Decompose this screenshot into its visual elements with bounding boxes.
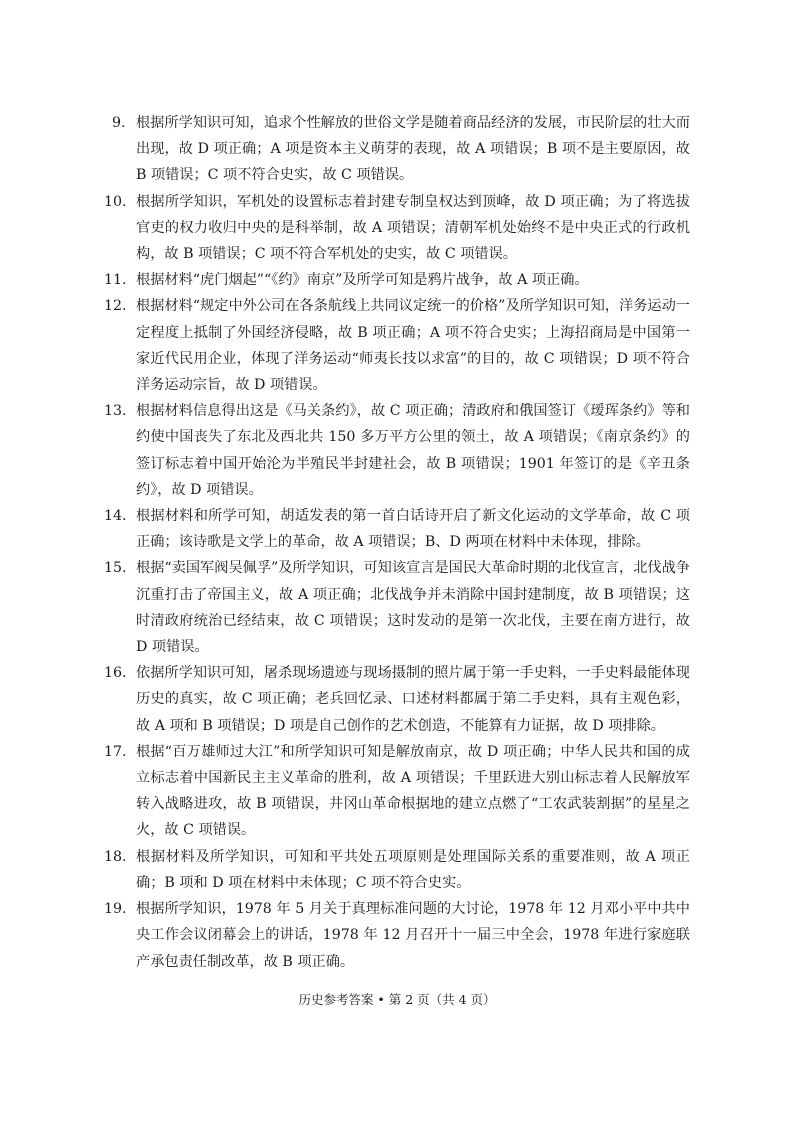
- answer-number: 16.: [104, 665, 127, 682]
- answer-number: 11.: [104, 272, 127, 289]
- answer-item-16: [104, 660, 690, 739]
- answer-text: 根据材料“虎门烟起”“《约》南京”及所学可知是鸦片战争，故 A 项正确。: [136, 272, 589, 289]
- answer-item-10: [104, 189, 690, 268]
- answer-text: 根据“卖国军阀吴佩孚”及所学知识，可知该宣言是国民大革命时期的北伐宣言，北伐战争 沉重打击了帝国主义，故 A 项正确；北伐战争并未消除中国封建制度，故 B 项错误；这时清政府统治已经结束，故 C 项错误；这时发动的是第一次北伐，主要在南方进行，故 D 项错误。: [136, 560, 690, 656]
- page-footer: 历史参考答案 • 第 2 页（共 4 页）: [298, 992, 496, 1007]
- answer-number: 12.: [104, 298, 127, 315]
- answer-text: 根据材料和所学可知，胡适发表的第一首白话诗开启了新文化运动的文学革命，故 C 项正确；该诗歌是文学上的革命，故 A 项错误；B、D 两项在材料中未体现，排除。: [136, 508, 690, 551]
- answer-item-13: [104, 398, 690, 503]
- answer-number: 15.: [104, 560, 127, 577]
- answer-text: 根据所学知识可知，追求个性解放的世俗文学是随着商品经济的发展，市民阶层的壮大而出现，故 D 项正确；A 项是资本主义萌芽的表现，故 A 项错误；B 项不是主要原因，故 B 项错误；C 项不符合史实，故 C 项错误。: [136, 115, 690, 184]
- answer-item-12: [104, 293, 690, 398]
- answer-item-18: [104, 844, 690, 896]
- answer-list: [104, 110, 690, 975]
- answer-item-14: [104, 503, 690, 555]
- answer-text: 根据材料“规定中外公司在各条航线上共同议定统一的价格”及所学知识可知，洋务运动一定程度上抵制了外国经济侵略，故 B 项正确；A 项不符合史实；上海招商局是中国第一家近代民用企业，体现了洋务运动“师夷长技以求富”的目的，故 C 项错误；D 项不符合洋务运动宗旨，故 D 项错误。: [136, 298, 690, 394]
- answer-number: 18.: [104, 848, 127, 865]
- answer-item-9: [112, 110, 690, 189]
- answer-text: 根据材料信息得出这是《马关条约》，故 C 项正确；清政府和俄国签订《瑷珲条约》等和约使中国丧失了东北及西北共 150 多万平方公里的领土，故 A 项错误；《南京条约》的签订标志着中国开始沦为半殖民半封建社会，故 B 项错误；1901 年签订的是《辛丑条约》，故 D 项错误。: [136, 403, 690, 498]
- answer-item-11: [104, 267, 690, 293]
- answer-item-19: [104, 896, 690, 975]
- answer-text: 根据材料及所学知识，可知和平共处五项原则是处理国际关系的重要准则，故 A 项正确；B 项和 D 项在材料中未体现；C 项不符合史实。: [136, 848, 690, 891]
- answer-text: 依据所学知识可知，屠杀现场遗迹与现场摄制的照片属于第一手史料，一手史料最能体现历史的真实，故 C 项正确；老兵回忆录、口述材料都属于第二手史料，具有主观色彩，故 A 项和 B 项错误；D 项是自己创作的艺术创造，不能算有力证据，故 D 项排除。: [136, 665, 690, 734]
- answer-text: 根据“百万雄师过大江”和所学知识可知是解放南京，故 D 项正确；中华人民共和国的成立标志着中国新民主主义革命的胜利，故 A 项错误；千里跃进大别山标志着人民解放军转入战略进攻，故 B 项错误，井冈山革命根据地的建立点燃了“工农武装割据”的星星之火，故 C 项错误。: [136, 743, 690, 839]
- answer-number: 10.: [104, 193, 127, 210]
- answer-number: 19.: [104, 901, 127, 918]
- answer-number: 9.: [112, 115, 126, 131]
- answer-number: 13.: [104, 403, 127, 420]
- answer-text: 根据所学知识，军机处的设置标志着封建专制皇权达到顶峰，故 D 项正确；为了将选拔官吏的权力收归中央的是科举制，故 A 项错误；清朝军机处始终不是中央正式的行政机构，故 B 项错误；C 项不符合军机处的史实，故 C 项错误。: [136, 193, 690, 263]
- answer-number: 17.: [104, 743, 127, 760]
- answer-number: 14.: [104, 508, 127, 525]
- answer-text: 根据所学知识，1978 年 5 月关于真理标准问题的大讨论，1978 年 12 月邓小平中共中央工作会议闭幕会上的讲话，1978 年 12 月召开十一届三中全会，1978 年进行家庭联产承包责任制改革，故 B 项正确。: [136, 901, 690, 970]
- answer-item-17: [104, 739, 690, 844]
- answer-item-15: [104, 555, 690, 660]
